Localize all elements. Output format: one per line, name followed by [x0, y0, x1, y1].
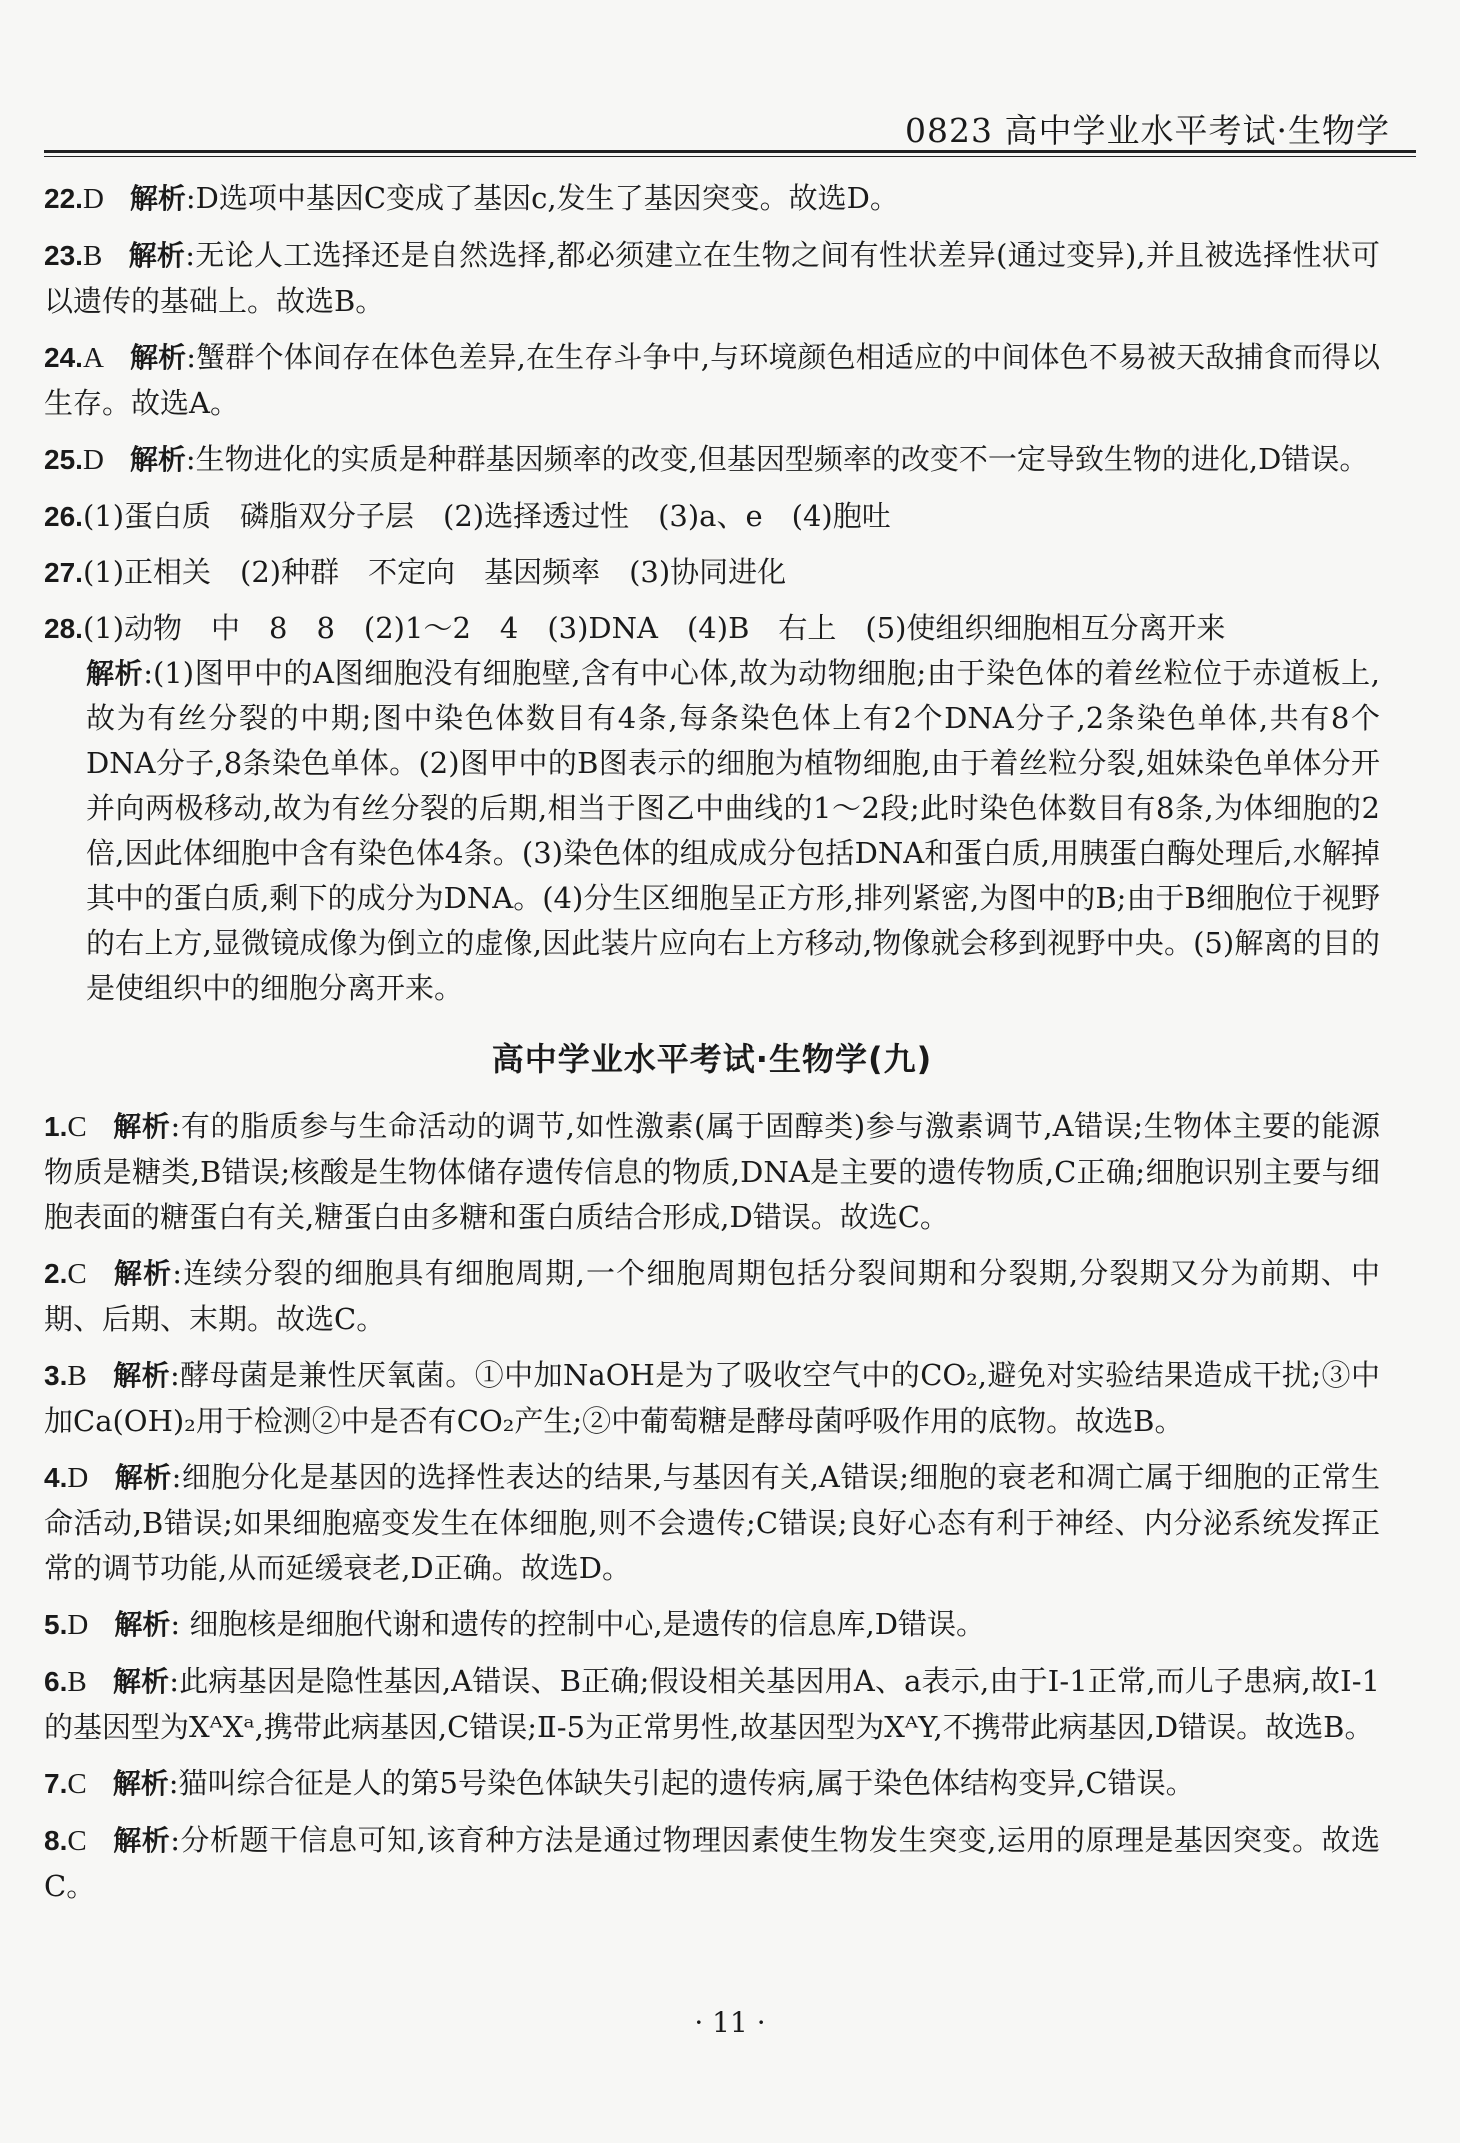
answer-item — [44, 1353, 1380, 1444]
analysis-text: : 细胞核是细胞代谢和遗传的控制中心,是遗传的信息库,D错误。 — [170, 1607, 986, 1641]
analysis-text: :生物进化的实质是种群基因频率的改变,但基因型频率的改变不一定导致生物的进化,D错误。 — [185, 442, 1369, 476]
answer-text: (1)正相关 (2)种群 不定向 基因频率 (3)协同进化 — [82, 555, 787, 589]
question-number: 23. — [44, 240, 83, 271]
analysis-label: 解析 — [112, 1257, 173, 1290]
question-number: 1. — [44, 1111, 68, 1142]
question-number: 26. — [44, 501, 83, 532]
question-number: 7. — [44, 1768, 68, 1799]
answer-letter: D — [67, 1609, 89, 1641]
answer-letter: C — [67, 1111, 87, 1143]
answer-28 — [44, 606, 1380, 1011]
analysis-label: 解析 — [129, 341, 187, 374]
analysis-text: :此病基因是隐性基因,A错误、B正确;假设相关基因用A、a表示,由于Ⅰ-1正常,而儿子患病,故Ⅰ-1的基因型为XᴬXᵃ,携带此病基因,C错误;Ⅱ-5为正常男性,故基因型为XᴬY,不携带此病基因,D错误。故选B。 — [44, 1664, 1380, 1744]
answer-letter: C — [67, 1258, 87, 1290]
section-title: 高中学业水平考试·生物学(九) — [491, 1040, 933, 1078]
analysis-text: :猫叫综合征是人的第5号染色体缺失引起的遗传病,属于染色体结构变异,C错误。 — [168, 1766, 1195, 1800]
analysis-label: 解析 — [112, 1359, 171, 1392]
answer-item — [44, 1659, 1380, 1750]
answer-letter: D — [82, 444, 104, 476]
answer-letter: A — [82, 342, 104, 374]
analysis-label: 解析 — [112, 1110, 171, 1143]
analysis-text: :细胞分化是基因的选择性表达的结果,与基因有关,A错误;细胞的衰老和凋亡属于细胞的正常生命活动,B错误;如果细胞癌变发生在体细胞,则不会遗传;C错误;良好心态有利于神经、内分泌系统发挥正常的调节功能,从而延缓衰老,D正确。故选D。 — [44, 1460, 1380, 1585]
answer-item — [44, 1818, 1380, 1909]
answer-item — [44, 335, 1380, 426]
answer-letter: C — [67, 1825, 87, 1857]
question-number: 27. — [44, 557, 83, 588]
question-number: 2. — [44, 1258, 68, 1289]
question-number: 6. — [44, 1666, 68, 1697]
answer-item — [44, 1251, 1380, 1342]
running-header: 0823 高中学业水平考试·生物学 — [905, 111, 1390, 150]
answer-27 — [44, 550, 1380, 595]
answer-item — [44, 437, 1380, 483]
answer-letter: B — [82, 240, 103, 272]
header-rule — [44, 150, 1416, 153]
analysis-text: :分析题干信息可知,该育种方法是通过物理因素使生物发生突变,运用的原理是基因突变。故选C。 — [44, 1823, 1380, 1903]
answer-item — [44, 1104, 1380, 1240]
answer-letter: D — [67, 1462, 89, 1494]
answer-letter: D — [82, 183, 104, 215]
question-number: 3. — [44, 1360, 68, 1391]
analysis-text: :连续分裂的细胞具有细胞周期,一个细胞周期包括分裂间期和分裂期,分裂期又分为前期、中期、后期、末期。故选C。 — [44, 1256, 1380, 1336]
analysis-label: 解析 — [112, 1665, 170, 1698]
analysis-text: :D选项中基因C变成了基因c,发生了基因突变。故选D。 — [185, 181, 899, 215]
question-number: 22. — [44, 183, 83, 214]
analysis-label: 解析 — [114, 1608, 171, 1641]
analysis-label: 解析 — [86, 657, 144, 690]
analysis-text: :酵母菌是兼性厌氧菌。①中加NaOH是为了吸收空气中的CO₂,避免对实验结果造成干扰;③中加Ca(OH)₂用于检测②中是否有CO₂产生;②中葡萄糖是酵母菌呼吸作用的底物。故选B。 — [44, 1358, 1380, 1438]
analysis-label: 解析 — [112, 1824, 171, 1857]
answer-item — [44, 233, 1380, 324]
answer-letter: B — [67, 1666, 87, 1698]
analysis-text: :无论人工选择还是自然选择,都必须建立在生物之间有性状差异(通过变异),并且被选择性状可以遗传的基础上。故选B。 — [44, 238, 1380, 318]
analysis-label: 解析 — [129, 443, 186, 476]
answer-item — [44, 1602, 1380, 1648]
page-number: · 11 · — [694, 2006, 766, 2039]
question-number: 5. — [44, 1609, 68, 1640]
answer-text: (1)蛋白质 磷脂双分子层 (2)选择透过性 (3)a、e (4)胞吐 — [82, 499, 891, 533]
analysis-text: :蟹群个体间存在体色差异,在生存斗争中,与环境颜色相适应的中间体色不易被天敌捕食而得以生存。故选A。 — [44, 340, 1380, 420]
analysis-label: 解析 — [129, 182, 186, 215]
question-number: 4. — [44, 1462, 68, 1493]
answer-item — [44, 1455, 1380, 1591]
analysis-label: 解析 — [112, 1767, 169, 1800]
question-number: 25. — [44, 444, 83, 475]
header-rule-thin — [44, 156, 1416, 157]
analysis-text: :(1)图甲中的A图细胞没有细胞壁,含有中心体,故为动物细胞;由于染色体的着丝粒位于赤道板上,故为有丝分裂的中期;图中染色体数目有4条,每条染色体上有2个DNA分子,2条染色单体,共有8个DNA分子,8条染色单体。(2)图甲中的B图表示的细胞为植物细胞,由于着丝粒分裂,姐妹染色单体分开并向两极移动,故为有丝分裂的后期,相当于图乙中曲线的1～2段;此时染色体数目有8条,为体细胞的2倍,因此体细胞中含有染色体4条。(3)染色体的组成成分包括DNA和蛋白质,用胰蛋白酶处理后,水解掉其中的蛋白质,剩下的成分为DNA。(4)分生区细胞呈正方形,排列紧密,为图中的B;由于B细胞位于视野的右上方,显微镜成像为倒立的虚像,因此装片应向右上方移动,物像就会移到视野中央。(5)解离的目的是使组织中的细胞分离开来。 — [86, 656, 1380, 1005]
question-number: 24. — [44, 342, 83, 373]
answer-letter: B — [67, 1360, 87, 1392]
analysis-label: 解析 — [114, 1461, 172, 1494]
answer-item — [44, 1761, 1380, 1807]
answer-content — [44, 176, 1380, 1920]
analysis-label: 解析 — [128, 239, 186, 272]
answers-group-top — [44, 176, 1380, 483]
analysis-text: :有的脂质参与生命活动的调节,如性激素(属于固醇类)参与激素调节,A错误;生物体主要的能源物质是糖类,B错误;核酸是生物体储存遗传信息的物质,DNA是主要的遗传物质,C正确;细胞识别主要与细胞表面的糖蛋白有关,糖蛋白由多糖和蛋白质结合形成,D错误。故选C。 — [44, 1109, 1380, 1234]
question-number: 8. — [44, 1825, 68, 1856]
answer-26 — [44, 494, 1380, 539]
answers-group-section — [44, 1104, 1380, 1909]
question-number: 28. — [44, 613, 83, 644]
answer-letter: C — [67, 1768, 87, 1800]
answer-item — [44, 176, 1380, 222]
answer-text: (1)动物 中 8 8 (2)1～2 4 (3)DNA (4)B 右上 (5)使组织细胞相互分离开来 — [82, 611, 1226, 645]
